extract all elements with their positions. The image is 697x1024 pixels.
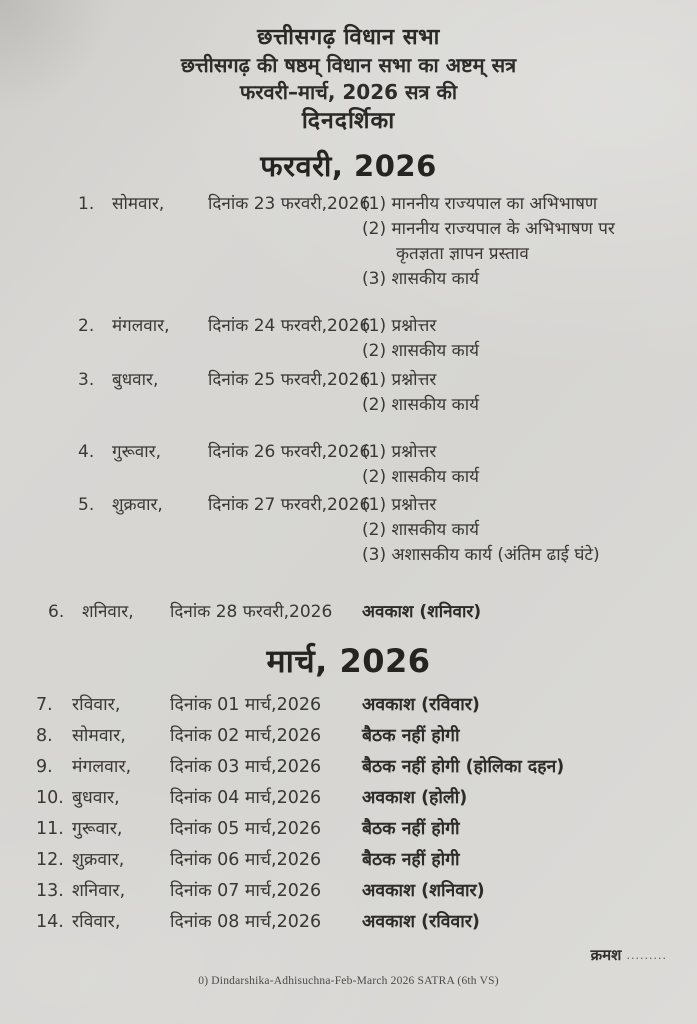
row-number: 12. bbox=[36, 850, 64, 870]
date-text: दिनांक 02 मार्च,2026 bbox=[170, 726, 322, 746]
schedule-rows bbox=[0, 192, 697, 625]
date-text: दिनांक 05 मार्च,2026 bbox=[170, 819, 322, 839]
day-name: शनिवार, bbox=[82, 602, 134, 622]
day-name: गुरूवार, bbox=[72, 819, 123, 839]
agenda-item: (1) प्रश्नोत्तर bbox=[362, 370, 437, 390]
row-number: 13. bbox=[36, 881, 64, 901]
agenda-item: बैठक नहीं होगी bbox=[362, 726, 460, 746]
schedule-row bbox=[0, 314, 697, 364]
agenda-item: अवकाश (होली) bbox=[362, 788, 468, 808]
agenda-items bbox=[362, 848, 662, 873]
agenda-item: (1) प्रश्नोत्तर bbox=[362, 316, 437, 336]
day-name: बुधवार, bbox=[72, 788, 120, 808]
agenda-items bbox=[362, 440, 662, 490]
agenda-item: (2) शासकीय कार्य bbox=[362, 520, 479, 540]
agenda-item: (3) अशासकीय कार्य (अंतिम ढाई घंटे) bbox=[362, 545, 600, 565]
date-text: दिनांक 23 फरवरी,2026 bbox=[208, 194, 371, 214]
day-name: शनिवार, bbox=[72, 881, 126, 901]
agenda-item: बैठक नहीं होगी bbox=[362, 819, 460, 839]
agenda-items bbox=[362, 314, 662, 364]
date-text: दिनांक 24 फरवरी,2026 bbox=[208, 316, 371, 336]
agenda-items bbox=[362, 192, 662, 292]
agenda-items bbox=[362, 786, 662, 811]
agenda-item: बैठक नहीं होगी (होलिका दहन) bbox=[362, 757, 565, 777]
date-text: दिनांक 01 मार्च,2026 bbox=[170, 695, 322, 715]
agenda-item: अवकाश (रविवार) bbox=[362, 912, 480, 932]
row-number: 5. bbox=[78, 495, 95, 515]
date-text: दिनांक 27 फरवरी,2026 bbox=[208, 495, 371, 515]
agenda-items bbox=[362, 724, 662, 749]
row-number: 3. bbox=[78, 370, 95, 390]
agenda-item: बैठक नहीं होगी bbox=[362, 850, 460, 870]
agenda-items bbox=[362, 755, 662, 780]
agenda-item: (1) माननीय राज्यपाल का अभिभाषण bbox=[362, 194, 598, 214]
row-number: 11. bbox=[36, 819, 64, 839]
agenda-items bbox=[362, 493, 662, 568]
day-name: शुक्रवार, bbox=[72, 850, 125, 870]
continued-dots: ......... bbox=[626, 949, 667, 962]
day-name: सोमवार, bbox=[112, 194, 165, 214]
row-number: 7. bbox=[36, 695, 53, 715]
date-text: दिनांक 08 मार्च,2026 bbox=[170, 912, 322, 932]
schedule-row bbox=[0, 693, 697, 718]
row-number: 2. bbox=[78, 316, 95, 336]
continued-note bbox=[0, 945, 697, 965]
date-text: दिनांक 26 फरवरी,2026 bbox=[208, 442, 371, 462]
agenda-items bbox=[362, 879, 662, 904]
agenda-item: (2) शासकीय कार्य bbox=[362, 341, 479, 361]
date-text: दिनांक 25 फरवरी,2026 bbox=[208, 370, 371, 390]
agenda-item: (3) शासकीय कार्य bbox=[362, 269, 479, 289]
day-name: रविवार, bbox=[72, 912, 121, 932]
date-text: दिनांक 04 मार्च,2026 bbox=[170, 788, 322, 808]
agenda-item: (2) शासकीय कार्य bbox=[362, 467, 479, 487]
schedule-row bbox=[0, 755, 697, 780]
schedule-row bbox=[0, 724, 697, 749]
agenda-item: (2) शासकीय कार्य bbox=[362, 395, 479, 415]
month-heading: मार्च, 2026 bbox=[266, 642, 431, 680]
agenda-items bbox=[362, 817, 662, 842]
row-number: 8. bbox=[36, 726, 53, 746]
month-section bbox=[0, 146, 697, 625]
schedule-row bbox=[0, 493, 697, 568]
day-name: शुक्रवार, bbox=[112, 495, 163, 515]
row-number: 10. bbox=[36, 788, 64, 808]
schedule-row bbox=[0, 440, 697, 490]
schedule-row bbox=[0, 848, 697, 873]
date-text: दिनांक 28 फरवरी,2026 bbox=[170, 602, 333, 622]
schedule-row bbox=[0, 786, 697, 811]
day-name: मंगलवार, bbox=[72, 757, 132, 777]
row-number: 6. bbox=[48, 602, 65, 622]
assembly-title: छत्तीसगढ़ विधान सभा bbox=[257, 25, 440, 50]
day-name: गुरूवार, bbox=[112, 442, 161, 462]
document-footer bbox=[0, 945, 697, 987]
schedule-row bbox=[0, 192, 697, 292]
session-subtitle: छत्तीसगढ़ की षष्ठम् विधान सभा का अष्टम् सत्र bbox=[180, 53, 517, 77]
calendar-title: दिनदर्शिका bbox=[301, 108, 396, 134]
day-name: सोमवार, bbox=[72, 726, 126, 746]
month-heading: फरवरी, 2026 bbox=[260, 149, 437, 183]
agenda-items bbox=[362, 910, 662, 935]
row-number: 14. bbox=[36, 912, 64, 932]
schedule-row bbox=[0, 817, 697, 842]
agenda-item: (2) माननीय राज्यपाल के अभिभाषण पर कृतज्ञता ज्ञापन प्रस्ताव bbox=[362, 219, 615, 264]
agenda-items bbox=[362, 600, 662, 625]
day-name: मंगलवार, bbox=[112, 316, 170, 336]
file-reference-note: 0) Dindarshika-Adhisuchna-Feb-March 2026 SATRA (6th VS) bbox=[198, 975, 499, 987]
continued-label: क्रमश bbox=[590, 946, 622, 964]
document-header bbox=[0, 0, 697, 138]
agenda-item: अवकाश (शनिवार) bbox=[362, 602, 482, 622]
date-text: दिनांक 06 मार्च,2026 bbox=[170, 850, 322, 870]
agenda-item: (1) प्रश्नोत्तर bbox=[362, 495, 437, 515]
agenda-items bbox=[362, 693, 662, 718]
date-text: दिनांक 03 मार्च,2026 bbox=[170, 757, 322, 777]
day-name: बुधवार, bbox=[112, 370, 159, 390]
schedule-row bbox=[0, 879, 697, 904]
row-number: 4. bbox=[78, 442, 95, 462]
agenda-items bbox=[362, 368, 662, 418]
date-text: दिनांक 07 मार्च,2026 bbox=[170, 881, 322, 901]
agenda-item: अवकाश (शनिवार) bbox=[362, 881, 485, 901]
row-number: 9. bbox=[36, 757, 53, 777]
month-section bbox=[0, 639, 697, 935]
schedule-rows bbox=[0, 693, 697, 935]
day-name: रविवार, bbox=[72, 695, 121, 715]
row-number: 1. bbox=[78, 194, 95, 214]
session-period: फरवरी–मार्च, 2026 सत्र की bbox=[239, 80, 458, 104]
schedule-row bbox=[0, 910, 697, 935]
calendar-body bbox=[0, 146, 697, 935]
agenda-item: अवकाश (रविवार) bbox=[362, 695, 480, 715]
schedule-row bbox=[0, 600, 697, 625]
schedule-row bbox=[0, 368, 697, 418]
agenda-item: (1) प्रश्नोत्तर bbox=[362, 442, 437, 462]
